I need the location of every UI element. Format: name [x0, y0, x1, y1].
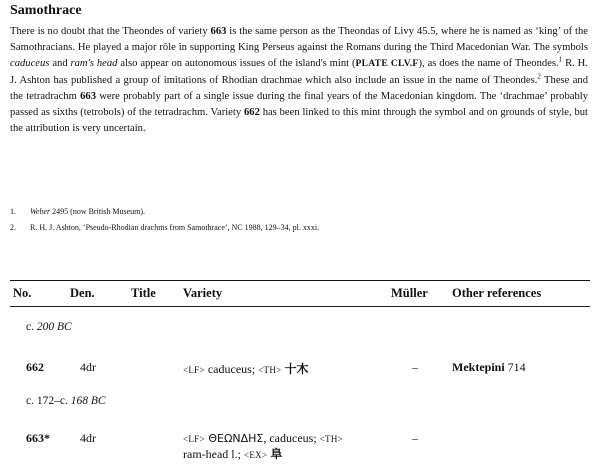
footnote-marker: 2 — [537, 72, 541, 81]
variety-ref: 663 — [210, 26, 227, 37]
field-tag: <TH> — [319, 434, 344, 444]
para-text: R. H. J. Ashton has published a group of imitations of Rhodian drachmae which also include an issue in the name of Theondes. — [10, 58, 588, 86]
header-no: No. — [13, 286, 32, 300]
row-663-muller: – — [412, 431, 418, 445]
footnote-text: 2495 (now British Museum). — [50, 207, 146, 216]
para-text: ), as does the name of Theondes. — [418, 58, 559, 70]
para-text: and — [49, 58, 71, 70]
footnote-marker: 1 — [558, 55, 563, 64]
para-text: is the same person as the Theondas of Livy 45.5, where he is named as ‘king’ of the Samothracians. He played a major rôle in supporting King Perseus against the Romans during the Third Macedonian War. The symbols — [10, 26, 588, 54]
table-top-rule — [10, 280, 590, 281]
row-663-denomination: 4dr — [80, 431, 96, 445]
para-text: also appear on autonomous issues of the island's mint ( — [117, 58, 356, 70]
header-title: Title — [131, 286, 156, 300]
field-tag: <TH> — [258, 365, 282, 375]
field-tag: <LF> — [183, 434, 205, 444]
footnote-2 — [10, 223, 319, 232]
monogram-icon: ⼗⽊ — [284, 362, 309, 376]
plate-ref: PLATE CLV.F — [355, 59, 419, 70]
variety-ref: 662 — [243, 107, 260, 119]
symbol-term: ram's head — [70, 58, 118, 70]
row-662-variety — [183, 360, 309, 377]
period-label — [26, 321, 72, 333]
section-title: Samothrace — [10, 3, 82, 18]
footnote-number: 2. — [10, 223, 16, 232]
period-label — [26, 395, 106, 407]
row-662-muller: – — [412, 360, 418, 374]
header-variety: Variety — [183, 286, 223, 300]
period-date: 168 BC — [70, 395, 106, 407]
table-header-rule — [10, 306, 590, 307]
para-text: has been linked to this mint through the symbol and on grounds of style, but the attribution is very uncertain. — [10, 107, 589, 135]
row-662-references — [452, 360, 526, 375]
monogram-icon: ⾩ — [270, 447, 283, 461]
legend-text: ΘΕΩΝΔΗΣ — [204, 432, 264, 445]
variety-ref: 663 — [80, 90, 96, 102]
field-tag: <EX> — [243, 450, 268, 460]
symbol-term: caduceus — [10, 58, 50, 70]
commentary-paragraph — [10, 24, 588, 137]
variety-text: caduceus; — [204, 362, 259, 376]
field-tag: <LF> — [183, 365, 205, 375]
period-prefix: c. 172–c. — [26, 395, 71, 407]
header-denomination: Den. — [70, 286, 95, 300]
para-text: There is no doubt that the Theondes of variety — [10, 26, 211, 37]
row-663-variety — [183, 431, 343, 463]
row-663-number: 663* — [26, 431, 50, 445]
reference-number: 714 — [504, 360, 526, 374]
period-date: 200 BC — [36, 321, 72, 333]
row-662-number: 662 — [26, 360, 44, 374]
footnote-source: Weber — [30, 207, 51, 216]
row-662-denomination: 4dr — [80, 360, 96, 374]
variety-text: , caduceus; — [263, 431, 320, 445]
header-other-references: Other references — [452, 286, 542, 300]
footnote-number: 1. — [10, 207, 16, 216]
reference-hoard: Mektepini — [452, 360, 505, 374]
para-text: were probably part of a single issue during the final years of the Macedonian kingdom. The ‘drachmae’ probably passed as sixths (tetrobols) of the tetradrachm. Variety — [10, 90, 588, 119]
footnote-text: R. H. J. Ashton, ‘Pseudo-Rhodian drachms from Samothrace’, NC 1988, 129–34, pl. xxxi. — [30, 223, 320, 232]
header-muller: Müller — [391, 286, 428, 300]
footnote-1 — [10, 207, 145, 216]
period-prefix: c. — [26, 321, 37, 333]
para-text: These and the tetradrachm — [10, 74, 588, 102]
variety-text: ram-head l.; — [183, 447, 244, 461]
